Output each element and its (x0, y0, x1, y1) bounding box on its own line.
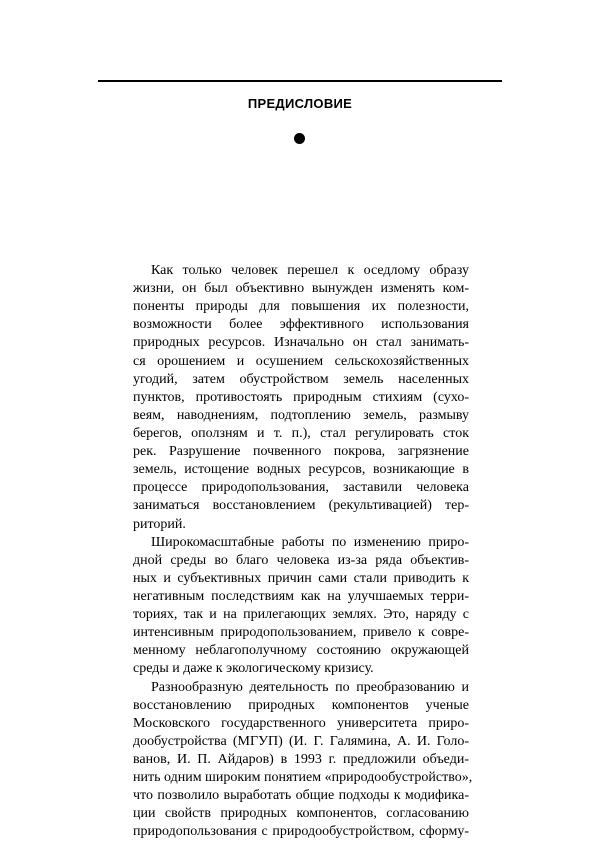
text-line: менному неблагополучному состоянию окружающей (133, 643, 469, 659)
text-line: природопользования с природообустройством, сформу- (133, 824, 469, 840)
bullet-ornament (294, 133, 305, 144)
text-line: что позволило выработать общие подходы к модифика- (133, 788, 469, 804)
text-line: поненты природы для повышения их полезности, (133, 299, 469, 315)
text-line: угодий, затем обустройством земель населенных (133, 371, 469, 387)
text-line: дообустройства (МГУП) (И. Г. Галямина, А. И. Голо- (133, 733, 469, 749)
header-rule (98, 80, 502, 82)
text-line: земель, истощение водных ресурсов, возникающие в (133, 462, 469, 478)
text-line: пунктов, противостоять природным стихиям (сухо- (133, 389, 469, 405)
text-line: рек. Разрушение почвенного покрова, загрязнение (133, 444, 469, 460)
text-line: нить одним широким понятием «природообустройство», (133, 770, 473, 786)
text-line: веям, наводнениям, подтоплению земель, размыву (133, 407, 469, 423)
text-line: процессе природопользования, заставили человека (133, 480, 469, 496)
text-line: ториях, так и на прилегающих землях. Это, наряду с (133, 607, 469, 623)
text-line: ции свойств природных компонентов, согласованию (133, 806, 469, 822)
text-line: негативным последствиям как на улучшаемых терри- (133, 588, 469, 604)
body-text (133, 262, 473, 842)
text-line: восстановлению природных компонентов ученые (133, 697, 469, 713)
text-line: берегов, оползням и т. п.), стал регулировать сток (133, 425, 469, 441)
text-line: жизни, он был объективно вынужден изменять ком- (133, 281, 469, 297)
page-title: ПРЕДИСЛОВИЕ (247, 96, 353, 111)
text-line: возможности более эффективного использования (133, 317, 469, 333)
text-line: заниматься восстановлением (рекультивацией) тер- (133, 498, 469, 514)
text-line: риторий. (133, 516, 186, 532)
text-line: Разнообразную деятельность по преобразованию и (151, 679, 469, 695)
text-line: среды и даже к экологическому кризису. (133, 661, 374, 677)
text-line: Московского государственного университета приро- (133, 715, 469, 731)
text-line: ных и субъективных причин сами стали приводить к (133, 570, 469, 586)
text-line: Как только человек перешел к оседлому образу (151, 263, 469, 278)
text-line: интенсивным природопользованием, привело к совре- (133, 625, 469, 641)
text-line: ванов, И. П. Айдаров) в 1993 г. предложили объеди- (133, 751, 469, 767)
text-line: Широкомасштабные работы по изменению приро- (151, 534, 469, 550)
text-line: ся орошением и осушением сельскохозяйственных (133, 353, 469, 369)
text-line: природных ресурсов. Изначально он стал занимать- (133, 335, 469, 351)
text-line: дной среды во благо человека из-за ряда объектив- (133, 552, 469, 568)
